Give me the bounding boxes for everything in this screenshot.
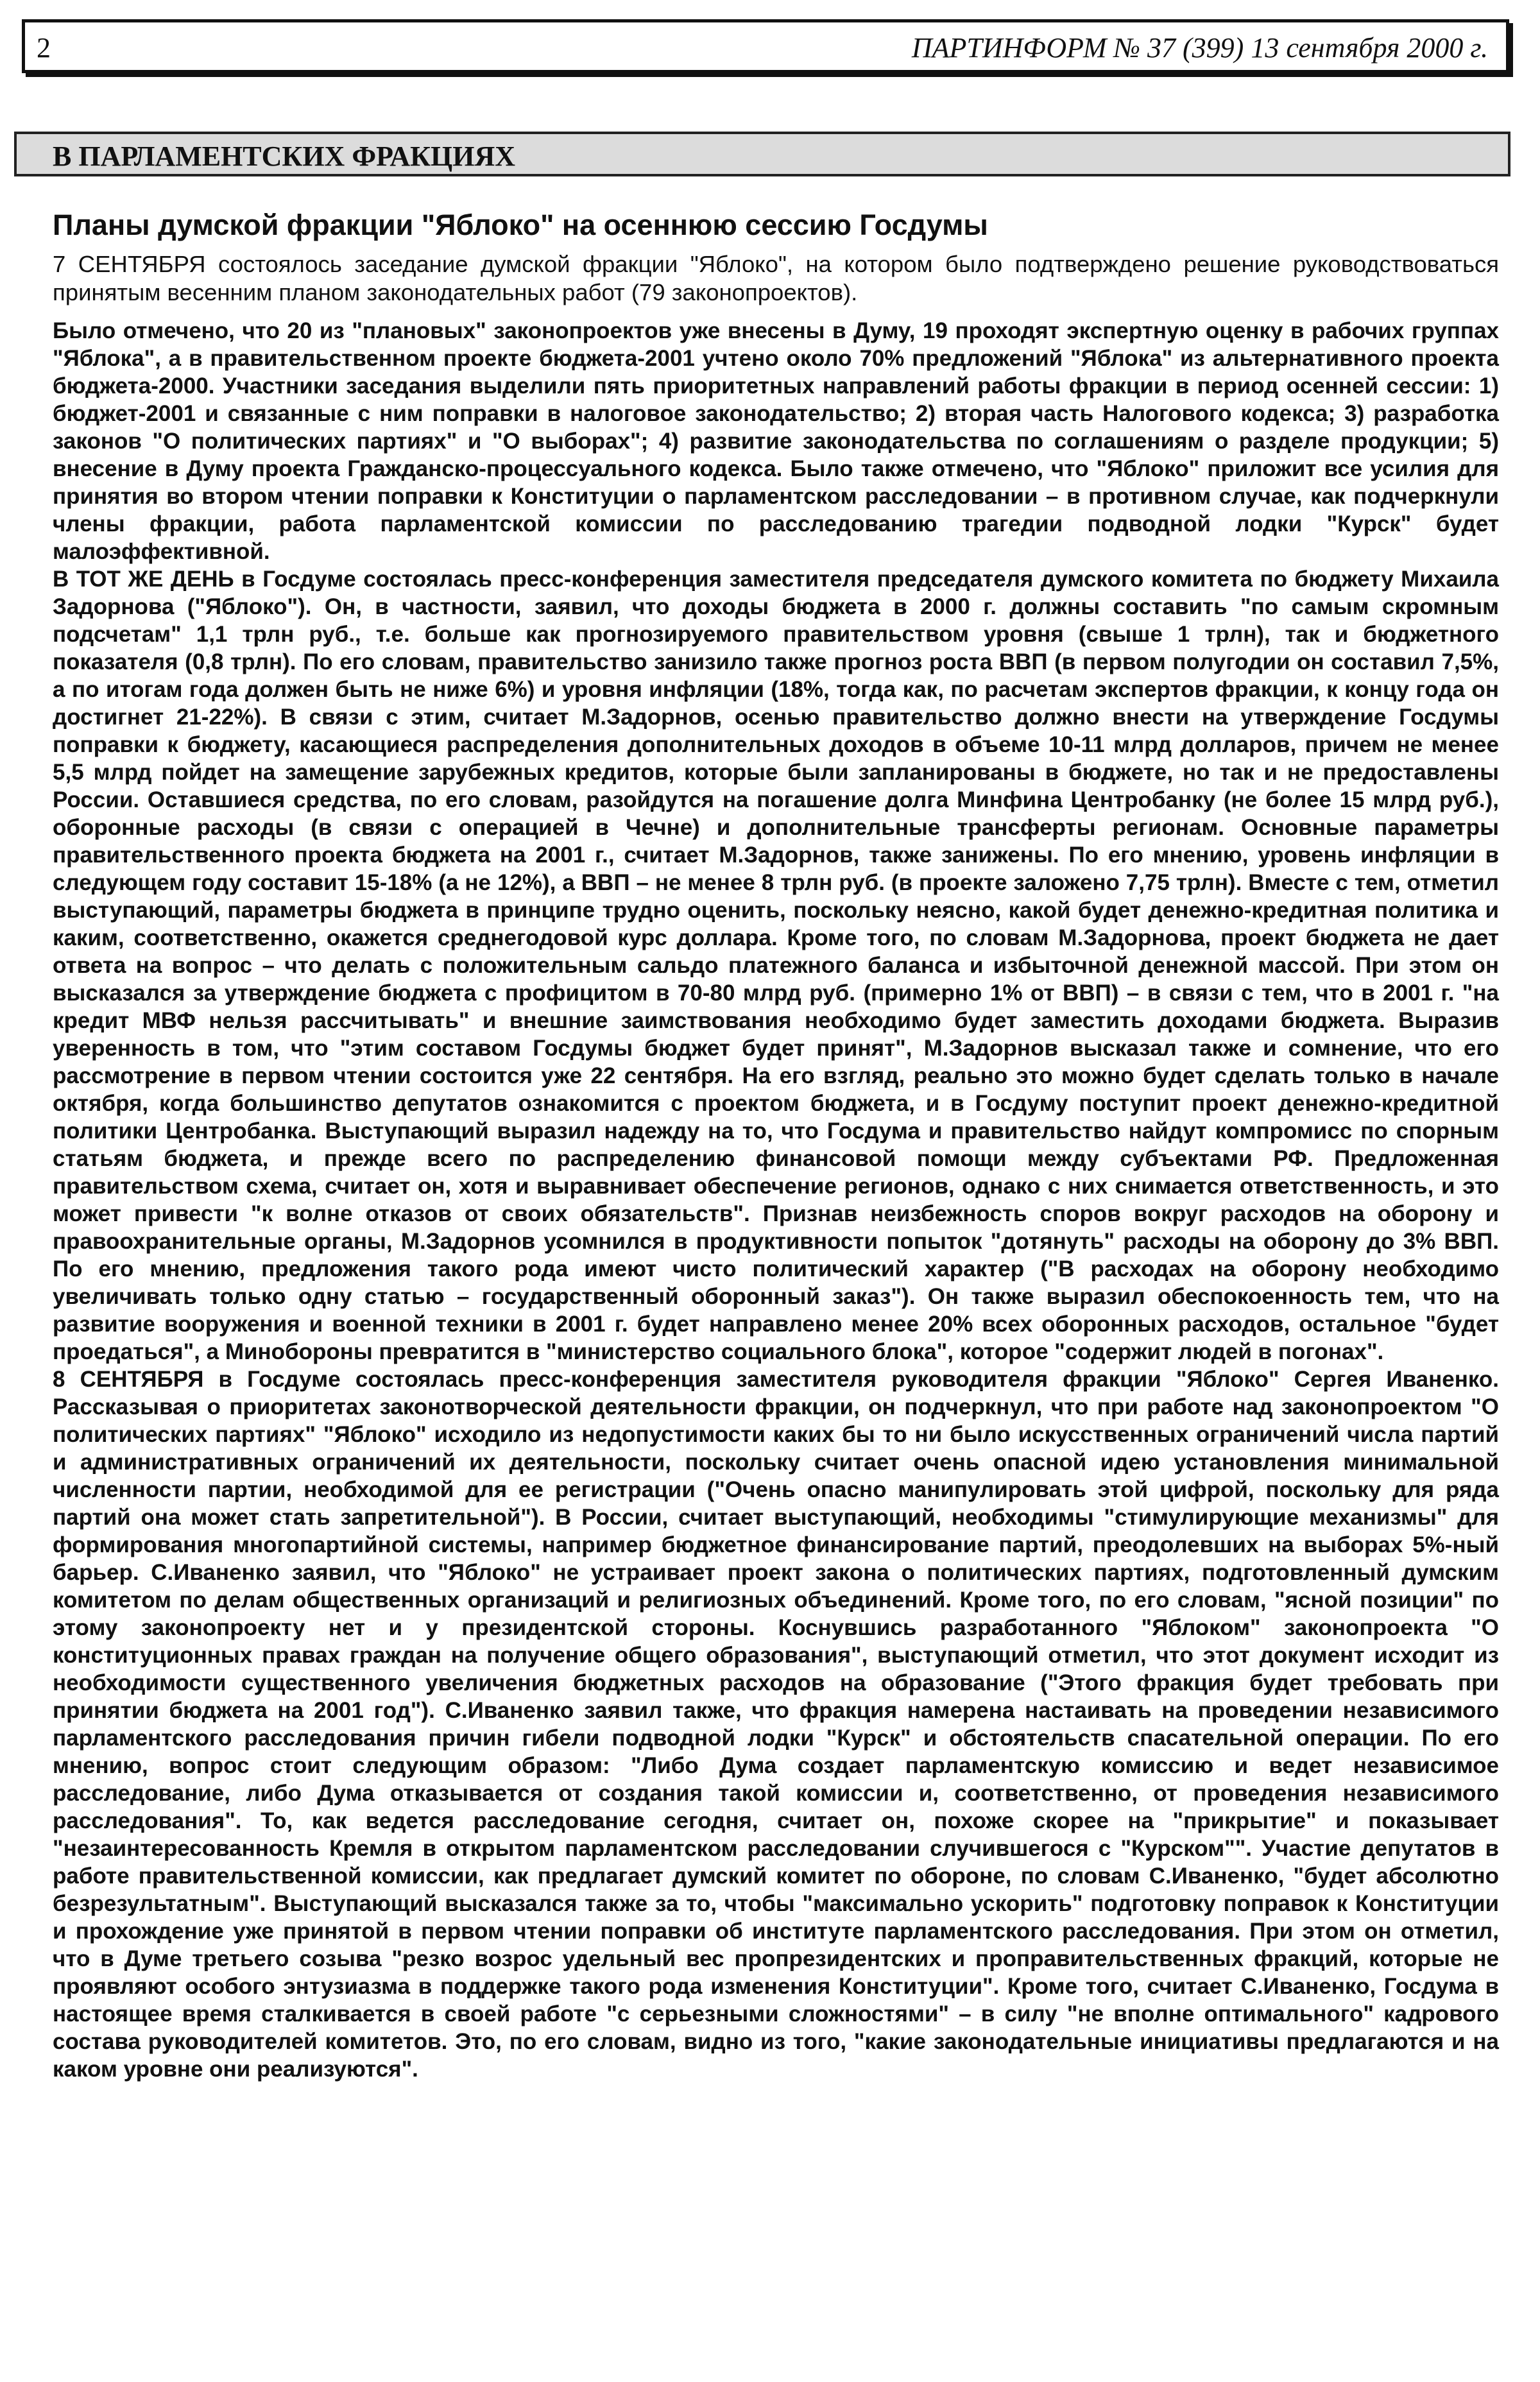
publication-title: ПАРТИНФОРМ № 37 (399) 13 сентября 2000 г. bbox=[911, 32, 1488, 64]
article-title: Планы думской фракции "Яблоко" на осеннюю сессию Госдумы bbox=[53, 209, 988, 241]
article-lead: 7 СЕНТЯБРЯ состоялось заседание думской фракции "Яблоко", на котором было подтверждено решение руководствоваться принятым весенним планом законодательных работ (79 законопроектов). bbox=[53, 251, 1499, 305]
page-number: 2 bbox=[37, 32, 51, 64]
section-banner bbox=[14, 132, 1510, 176]
page-header bbox=[22, 19, 1509, 73]
section-title: В ПАРЛАМЕНТСКИХ ФРАКЦИЯХ bbox=[53, 141, 516, 172]
article-paragraph: В ТОТ ЖЕ ДЕНЬ в Госдуме состоялась пресс-конференция заместителя председателя думского комитета по бюджету Михаила Задорнова ("Яблоко"). Он, в частности, заявил, что доходы бюджета в 2000 г. должны составить "по самым скромным подсчетам" 1,1 трлн руб., т.е. больше как прогнозируемого правительством уровня (свыше 1 трлн), так и бюджетного показателя (0,8 трлн). По его словам, правительство занизило также прогноз роста ВВП (в первом полугодии он составил 7,5%, а по итогам года должен быть не ниже 6%) и уровня инфляции (18%, тогда как, по расчетам экспертов фракции, к концу года он достигнет 21-22%). В связи с этим, считает М.Задорнов, осенью правительство должно внести на утверждение Госдумы поправки к бюджету, касающиеся распределения дополнительных доходов в объеме 10-11 млрд долларов, причем не менее 5,5 млрд пойдет на замещение зарубежных кредитов, которые были запланированы в бюджете, но так и не предоставлены России. Оставшиеся средства, по его словам, разойдутся на погашение долга Минфина Центробанку (не более 15 млрд руб.), оборонные расходы (в связи с операцией в Чечне) и дополнительные трансферты регионам. Основные параметры правительственного проекта бюджета на 2001 г., считает М.Задорнов, также занижены. По его мнению, уровень инфляции в следующем году составит 15-18% (а не 12%), а ВВП – не менее 8 трлн руб. (в проекте заложено 7,75 трлн). Вместе с тем, отметил выступающий, параметры бюджета в принципе трудно оценить, поскольку неясно, какой будет денежно-кредитная политика и каким, соответственно, окажется среднегодовой курс доллара. Кроме того, по словам М.Задорнова, проект бюджета не дает ответа на вопрос – что делать с положительным сальдо платежного баланса и избыточной денежной массой. При этом он высказался за утверждение бюджета с профицитом в 70-80 млрд руб. (примерно 1% от ВВП) – в связи с тем, что в 2001 г. "на кредит МВФ нельзя рассчитывать" и внешние заимствования необходимо будет заместить доходами бюджета. Выразив уверенность в том, что "этим составом Госдумы бюджет будет принят", М.Задорнов высказал также и сомнение, что его рассмотрение в первом чтении состоится уже 22 сентября. На его взгляд, реально это можно будет сделать только в начале октября, когда большинство депутатов ознакомится с проектом бюджета, и в Госдуму поступит проект денежно-кредитной политики Центробанка. Выступающий выразил надежду на то, что Госдума и правительство найдут компромисс по спорным статьям бюджета, и прежде всего по распределению финансовой помощи между субъектами РФ. Предложенная правительством схема, считает он, хотя и выравнивает обеспечение регионов, однако с них снимается ответственность, и это может привести "к волне отказов от своих обязательств". Признав неизбежность споров вокруг расходов на оборону и правоохранительные органы, М.Задорнов усомнился в продуктивности попыток "дотянуть" расходы на оборону до 3% ВВП. По его мнению, предложения такого рода имеют чисто политический характер ("В расходах на оборону необходимо увеличивать только одну статью – государственный оборонный заказ"). Он также выразил обеспокоенность тем, что на развитие вооружения и военной техники в 2001 г. будет направлено менее 20% всех оборонных расходов, остальное "будет проедаться", а Минобороны превратится в "министерство социального блока", которое "содержит людей в погонах". bbox=[53, 567, 1499, 1364]
article-paragraph: Было отмечено, что 20 из "плановых" законопроектов уже внесены в Думу, 19 проходят экспертную оценку в рабочих группах "Яблока", а в правительственном проекте бюджета-2001 учтено около 70% предложений "Яблока" из альтернативного проекта бюджета-2000. Участники заседания выделили пять приоритетных направлений работы фракции в период осенней сессии: 1) бюджет-2001 и связанные с ним поправки в налоговое законодательство; 2) вторая часть Налогового кодекса; 3) разработка законов "О политических партиях" и "О выборах"; 4) развитие законодательства по соглашениям о разделе продукции; 5) внесение в Думу проекта Гражданско-процессуального кодекса. Было также отмечено, что "Яблоко" приложит все усилия для принятия во втором чтении поправки к Конституции о парламентском расследовании – в противном случае, как подчеркнули члены фракции, работа парламентской комиссии по расследованию трагедии подводной лодки "Курск" будет малоэффективной. bbox=[53, 318, 1499, 564]
article-paragraph: 8 СЕНТЯБРЯ в Госдуме состоялась пресс-конференция заместителя руководителя фракции "Яблоко" Сергея Иваненко. Рассказывая о приоритетах законотворческой деятельности фракции, он подчеркнул, что при работе над законопроектом "О политических партиях" "Яблоко" исходило из недопустимости каких бы то ни было искусственных ограничений числа партий и административных ограничений их деятельности, поскольку считает очень опасной идею установления минимальной численности партии, необходимой для ее регистрации ("Очень опасно манипулировать этой цифрой, поскольку для ряда партий она может стать запретительной"). В России, считает выступающий, необходимы "стимулирующие механизмы" для формирования многопартийной системы, например бюджетное финансирование партий, преодолевших на выборах 5%-ный барьер. С.Иваненко заявил, что "Яблоко" не устраивает проект закона о политических партиях, подготовленный думским комитетом по делам общественных организаций и религиозных объединений. Кроме того, по его словам, "ясной позиции" по этому законопроекту нет и у президентской стороны. Коснувшись разработанного "Яблоком" законопроекта "О конституционных правах граждан на получение общего образования", выступающий отметил, что этот документ исходит из необходимости существенного увеличения бюджетных расходов на образование ("Этого фракция будет требовать при принятии бюджета на 2001 год"). С.Иваненко заявил также, что фракция намерена настаивать на проведении независимого парламентского расследования причин гибели подводной лодки "Курск" и обстоятельств спасательной операции. По его мнению, вопрос стоит следующим образом: "Либо Дума создает парламентскую комиссию и ведет независимое расследование, либо Дума отказывается от создания такой комиссии и, соответственно, от проведения независимого расследования". То, как ведется расследование сегодня, считает он, похоже скорее на "прикрытие" и показывает "незаинтересованность Кремля в открытом парламентском расследовании случившегося с "Курском"". Участие депутатов в работе правительственной комиссии, как предлагает думский комитет по обороне, по словам С.Иваненко, "будет абсолютно безрезультатным". Выступающий высказался также за то, чтобы "максимально ускорить" подготовку поправок к Конституции и прохождение уже принятой в первом чтении поправки об институте парламентского расследования. При этом он отметил, что в Думе третьего созыва "резко возрос удельный вес пропрезидентских и проправительственных фракций, которые не проявляют особого энтузиазма в поддержке такого рода изменения Конституции". Кроме того, считает С.Иваненко, Госдума в настоящее время сталкивается в своей работе "с серьезными сложностями" – в силу "не вполне оптимального" кадрового состава руководителей комитетов. Это, по его словам, видно из того, "какие законодательные инициативы предлагаются и на каком уровне они реализуются". bbox=[53, 1367, 1499, 2082]
article bbox=[53, 207, 1499, 2083]
